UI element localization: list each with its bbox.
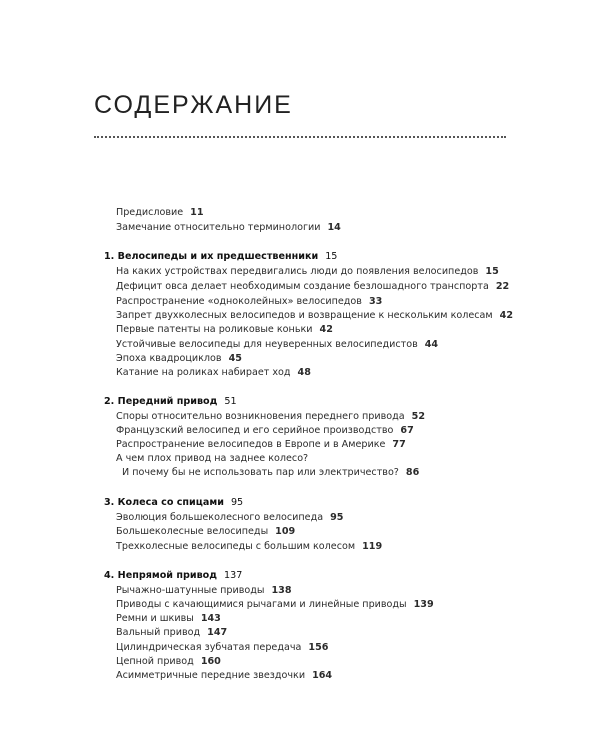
toc-entry-label: Устойчивые велосипеды для неуверенных велосипедистов — [116, 339, 418, 350]
toc-entry[interactable] — [116, 626, 227, 639]
toc-chapter-label: 4. Непрямой привод — [104, 570, 217, 581]
toc-entry[interactable] — [116, 452, 308, 465]
toc-page-number: 138 — [271, 585, 292, 596]
toc-entry[interactable] — [116, 280, 509, 293]
toc-page-number: 86 — [405, 467, 420, 478]
toc-page-number: 42 — [319, 324, 333, 335]
toc-entry-label: Цилиндрическая зубчатая передача — [116, 642, 302, 653]
toc-entry[interactable] — [116, 352, 242, 365]
toc-page-number: 15 — [325, 251, 338, 262]
toc-chapter-3[interactable] — [104, 496, 243, 509]
toc-entry-label: Приводы с качающимися рычагами и линейные приводы — [116, 599, 407, 610]
toc-entry[interactable] — [116, 424, 414, 437]
toc-page-number: 51 — [224, 396, 237, 407]
toc-page-number: 77 — [392, 439, 406, 450]
toc-entry-label: Рычажно-шатунные приводы — [116, 585, 265, 596]
toc-entry[interactable] — [116, 438, 406, 451]
toc-entry-terminology[interactable] — [116, 221, 341, 234]
toc-entry-label: Споры относительно возникновения переднего привода — [116, 411, 405, 422]
toc-page-number: 33 — [368, 296, 383, 307]
toc-entry-label: Распространение «одноколейных» велосипедов — [116, 296, 362, 307]
toc-entry-label: Дефицит овса делает необходимым создание безлошадного транспорта — [116, 281, 489, 292]
toc-page-number: 160 — [200, 656, 221, 667]
toc-entry-label: Запрет двухколесных велосипедов и возвращение к нескольким колесам — [116, 310, 493, 321]
toc-entry-label: Цепной привод — [116, 656, 194, 667]
toc-chapter-label: 1. Велосипеды и их предшественники — [104, 251, 319, 262]
toc-page-number: 14 — [327, 222, 341, 233]
toc-entry-label: Эволюция большеколесного велосипеда — [116, 512, 324, 523]
toc-entry-preface[interactable] — [116, 206, 204, 219]
toc-entry[interactable] — [122, 466, 419, 479]
toc-entry[interactable] — [116, 410, 425, 423]
toc-entry-label: Большеколесные велосипеды — [116, 526, 269, 537]
toc-entry[interactable] — [116, 366, 311, 379]
toc-entry-label: Эпоха квадроциклов — [116, 353, 222, 364]
page-title: СОДЕРЖАНИЕ — [94, 91, 293, 119]
toc-page-number: 137 — [223, 570, 243, 581]
toc-page-number: 11 — [190, 207, 204, 218]
toc-page-number: 95 — [230, 497, 244, 508]
toc-page-number: 67 — [400, 425, 414, 436]
toc-page-number: 48 — [297, 367, 311, 378]
toc-entry[interactable] — [116, 598, 434, 611]
toc-entry[interactable] — [116, 338, 438, 351]
toc-page-number: 52 — [411, 411, 426, 422]
toc-page-number: 42 — [499, 310, 514, 321]
toc-entry[interactable] — [116, 309, 513, 322]
toc-page-number: 109 — [275, 526, 296, 537]
toc-entry[interactable] — [116, 612, 221, 625]
toc-chapter-label: 3. Колеса со спицами — [104, 497, 224, 508]
toc-page-number: 119 — [362, 541, 383, 552]
toc-entry-label: А чем плох привод на заднее колесо? — [116, 453, 309, 464]
toc-chapter-label: 2. Передний привод — [104, 396, 218, 407]
toc-entry-label: Вальный привод — [116, 627, 201, 638]
toc-entry-label: Распространение велосипедов в Европе и в Америке — [116, 439, 386, 450]
toc-entry-label: Предисловие — [116, 207, 184, 218]
toc-page-number: 22 — [495, 281, 510, 292]
toc-page-number: 95 — [330, 512, 344, 523]
toc-entry[interactable] — [116, 540, 382, 553]
toc-entry[interactable] — [116, 655, 221, 668]
toc-page-number: 143 — [200, 613, 221, 624]
toc-entry-label: Катание на роликах набирает ход — [116, 367, 291, 378]
toc-entry[interactable] — [116, 641, 328, 654]
toc-entry-label: Трехколесные велосипеды с большим колесом — [116, 541, 356, 552]
toc-entry[interactable] — [116, 323, 333, 336]
toc-entry-label: Ремни и шкивы — [116, 613, 194, 624]
toc-chapter-2[interactable] — [104, 395, 237, 408]
toc-entry-label: И почему бы не использовать пар или электричество? — [122, 467, 399, 478]
dotted-divider — [94, 136, 506, 138]
toc-entry-label: На каких устройствах передвигались люди до появления велосипедов — [116, 266, 479, 277]
toc-entry[interactable] — [116, 669, 332, 682]
toc-entry[interactable] — [116, 525, 295, 538]
toc-page-number: 45 — [228, 353, 242, 364]
toc-page-number: 44 — [424, 339, 439, 350]
toc-entry[interactable] — [116, 584, 292, 597]
toc-entry-label: Замечание относительно терминологии — [116, 222, 321, 233]
toc-entry-label: Асимметричные передние звездочки — [116, 670, 306, 681]
toc-entry[interactable] — [116, 295, 382, 308]
toc-page-number: 15 — [485, 266, 499, 277]
toc-chapter-1[interactable] — [104, 250, 337, 263]
toc-entry[interactable] — [116, 265, 499, 278]
toc-page-number: 156 — [308, 642, 329, 653]
toc-entry[interactable] — [116, 511, 343, 524]
toc-chapter-4[interactable] — [104, 569, 242, 582]
toc-page-number: 147 — [207, 627, 228, 638]
toc-page-number: 164 — [312, 670, 333, 681]
toc-entry-label: Французский велосипед и его серийное производство — [116, 425, 394, 436]
toc-page-number: 139 — [413, 599, 434, 610]
toc-entry-label: Первые патенты на роликовые коньки — [116, 324, 313, 335]
